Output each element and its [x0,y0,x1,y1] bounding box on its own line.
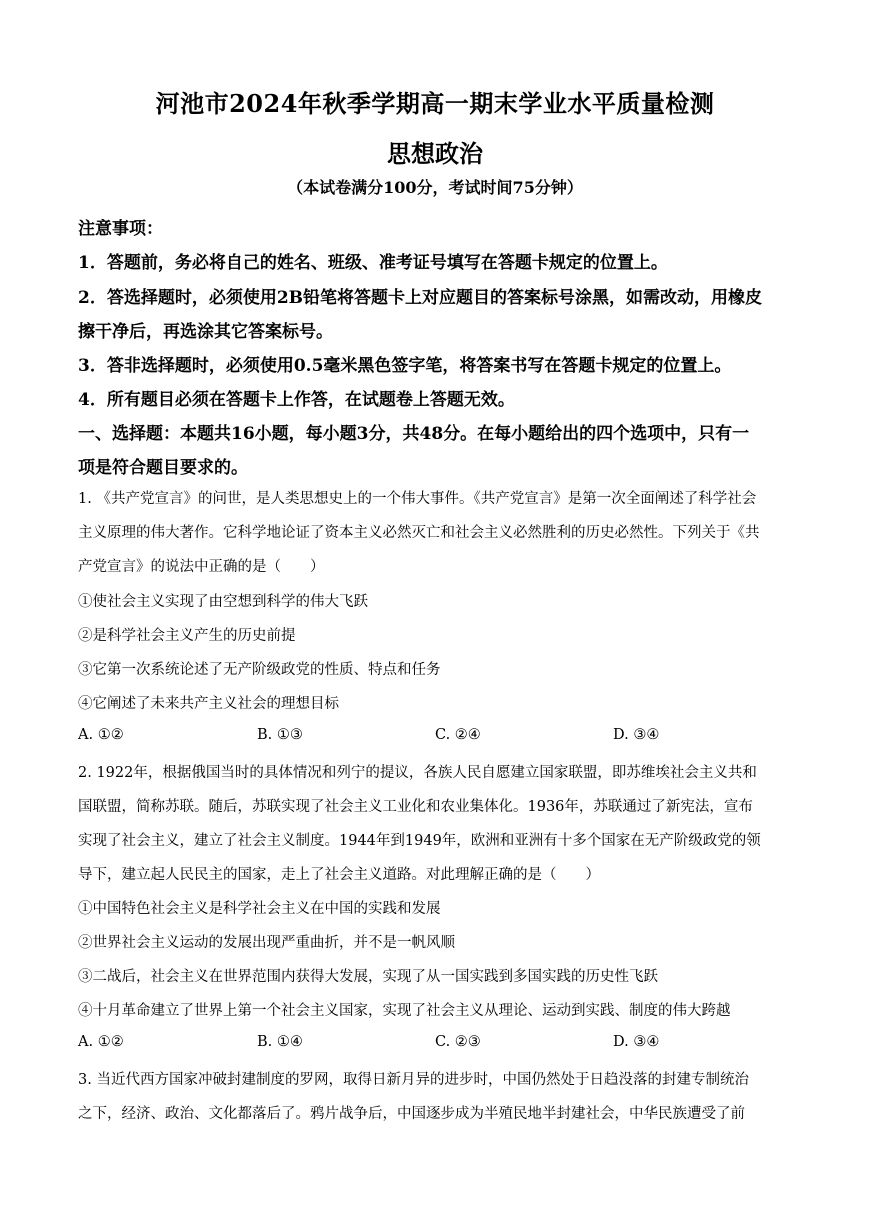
question-2-stem: 实现了社会主义，建立了社会主义制度。1944年到1949年，欧洲和亚洲有十多个国家在无产阶级政党的领 [78,833,761,849]
question-1-stem: 1. 《共产党宣言》的问世，是人类思想史上的一个伟大事件。《共产党宣言》是第一次全面阐述了科学社会 [78,491,757,507]
section-heading: 一、选择题：本题共16小题，每小题3分，共48分。在每小题给出的四个选项中，只有一 [78,424,750,444]
option-a[interactable]: A. ①② [78,1034,124,1050]
question-3-stem: 之下，经济、政治、文化都落后了。鸦片战争后，中国逐步成为半殖民地半封建社会，中华民族遭受了前 [78,1106,745,1122]
question-1-options [78,727,794,749]
note-item: 3．答非选择题时，必须使用0.5毫米黑色签字笔，将答案书写在答题卡规定的位置上。 [78,356,732,376]
option-c[interactable]: C. ②③ [435,1034,481,1050]
option-d[interactable]: D. ③④ [613,1034,660,1050]
option-b[interactable]: B. ①③ [257,727,303,743]
question-2-statement: ④十月革命建立了世界上第一个社会主义国家，实现了社会主义从理论、运动到实践、制度的伟大跨越 [78,1003,731,1019]
option-b[interactable]: B. ①④ [257,1034,303,1050]
question-2-stem: 2. 1922年，根据俄国当时的具体情况和列宁的提议，各族人民自愿建立国家联盟，即苏维埃社会主义共和 [78,765,757,781]
note-item: 4．所有题目必须在答题卡上作答，在试题卷上答题无效。 [78,390,515,410]
question-2-statement: ①中国特色社会主义是科学社会主义在中国的实践和发展 [78,901,441,917]
exam-title: 河池市2024年秋季学期高一期末学业水平质量检测 [155,89,715,118]
question-3-stem: 3. 当近代西方国家冲破封建制度的罗网，取得日新月异的进步时，中国仍然处于日趋没落的封建专制统治 [78,1072,749,1088]
question-1-statement: ③它第一次系统论述了无产阶级政党的性质、特点和任务 [78,662,441,678]
note-item: 2．答选择题时，必须使用2B铅笔将答题卡上对应题目的答案标号涂黑，如需改动，用橡皮 [78,288,763,308]
question-1-stem: 产党宣言》的说法中正确的是（ ） [78,559,325,575]
question-2-statement: ③二战后，社会主义在世界范围内获得大发展，实现了从一国实践到多国实践的历史性飞跃 [78,969,658,985]
question-2-stem: 国联盟，简称苏联。随后，苏联实现了社会主义工业化和农业集体化。1936年，苏联通过了新宪法，宣布 [78,799,753,815]
option-c[interactable]: C. ②④ [435,727,481,743]
question-2-stem: 导下，建立起人民民主的国家，走上了社会主义道路。对此理解正确的是（ ） [78,867,600,883]
question-1-statement: ④它阐述了未来共产主义社会的理想目标 [78,696,339,712]
question-1-statement: ①使社会主义实现了由空想到科学的伟大飞跃 [78,594,368,610]
question-1-statement: ②是科学社会主义产生的历史前提 [78,628,296,644]
question-1-stem: 主义原理的伟大著作。它科学地论证了资本主义必然灭亡和社会主义必然胜利的历史必然性。下列关于《共 [78,525,760,541]
question-2-options [78,1034,794,1056]
section-heading-cont: 项是符合题目要求的。 [78,458,248,478]
option-d[interactable]: D. ③④ [613,727,660,743]
question-2-statement: ②世界社会主义运动的发展出现严重曲折，并不是一帆风顺 [78,935,455,951]
note-item: 擦干净后，再选涂其它答案标号。 [78,322,333,342]
subject-title: 思想政治 [387,139,483,168]
option-a[interactable]: A. ①② [78,727,124,743]
notes-heading: 注意事项： [78,219,163,239]
note-item: 1．答题前，务必将自己的姓名、班级、准考证号填写在答题卡规定的位置上。 [78,253,668,273]
exam-info: （本试卷满分100分，考试时间75分钟） [287,178,583,197]
